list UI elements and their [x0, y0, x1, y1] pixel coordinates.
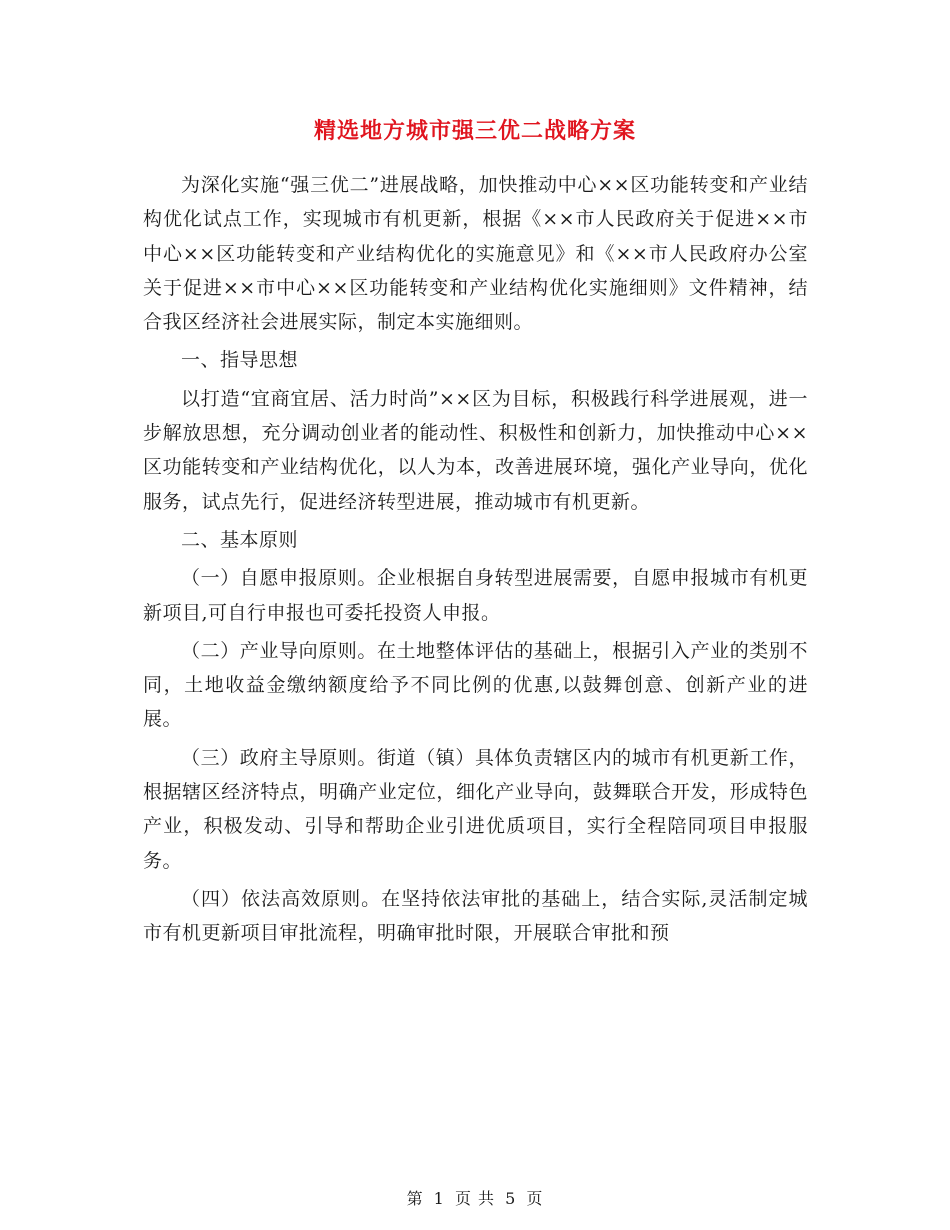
paragraph-principle-3: （三）政府主导原则。街道（镇）具体负责辖区内的城市有机更新工作，根据辖区经济特点，明确产业定位，细化产业导向，鼓舞联合开发，形成特色产业，积极发动、引导和帮助企业引进优质项目，实行全程陪同项目申报服务。 [143, 746, 808, 872]
paragraph-principle-4: （四）依法高效原则。在坚持依法审批的基础上，结合实际,灵活制定城市有机更新项目审批流程，明确审批时限，开展联合审批和预 [143, 887, 808, 945]
paragraph-intro: 为深化实施“强三优二”进展战略，加快推动中心××区功能转变和产业结构优化试点工作，实现城市有机更新，根据《××市人民政府关于促进××市中心××区功能转变和产业结构优化的实施意见》和《××市人民政府办公室关于促进××市中心××区功能转变和产业结构优化实施细则》文件精神，结合我区经济社会进展实际，制定本实施细则。 [143, 174, 808, 334]
document-title: 精选地方城市强三优二战略方案 [313, 119, 636, 144]
footer-mid: 页 共 [454, 1189, 496, 1208]
footer-total-pages: 5 [505, 1189, 517, 1208]
footer-page-number: 1 [433, 1189, 445, 1208]
paragraph-guiding-thought: 以打造“宜商宜居、活力时尚”××区为目标，积极践行科学进展观，进一步解放思想，充分调动创业者的能动性、积极性和创新力，加快推动中心××区功能转变和产业结构优化，以人为本，改善进展环境，强化产业导向，优化服务，试点先行，促进经济转型进展，推动城市有机更新。 [143, 387, 808, 513]
document-body [143, 168, 808, 951]
page-footer [0, 1186, 950, 1209]
paragraph-principle-1: （一）自愿申报原则。企业根据自身转型进展需要，自愿申报城市有机更新项目,可自行申报也可委托投资人申报。 [143, 567, 808, 624]
footer-suffix: 页 [526, 1189, 544, 1208]
section-heading-guiding-thought: 一、指导思想 [181, 349, 299, 372]
footer-prefix: 第 [406, 1189, 424, 1208]
paragraph-principle-2: （二）产业导向原则。在土地整体评估的基础上，根据引入产业的类别不同，土地收益金缴纳额度给予不同比例的优惠,以鼓舞创意、创新产业的进展。 [143, 639, 808, 731]
section-heading-basic-principles: 二、基本原则 [181, 528, 299, 551]
